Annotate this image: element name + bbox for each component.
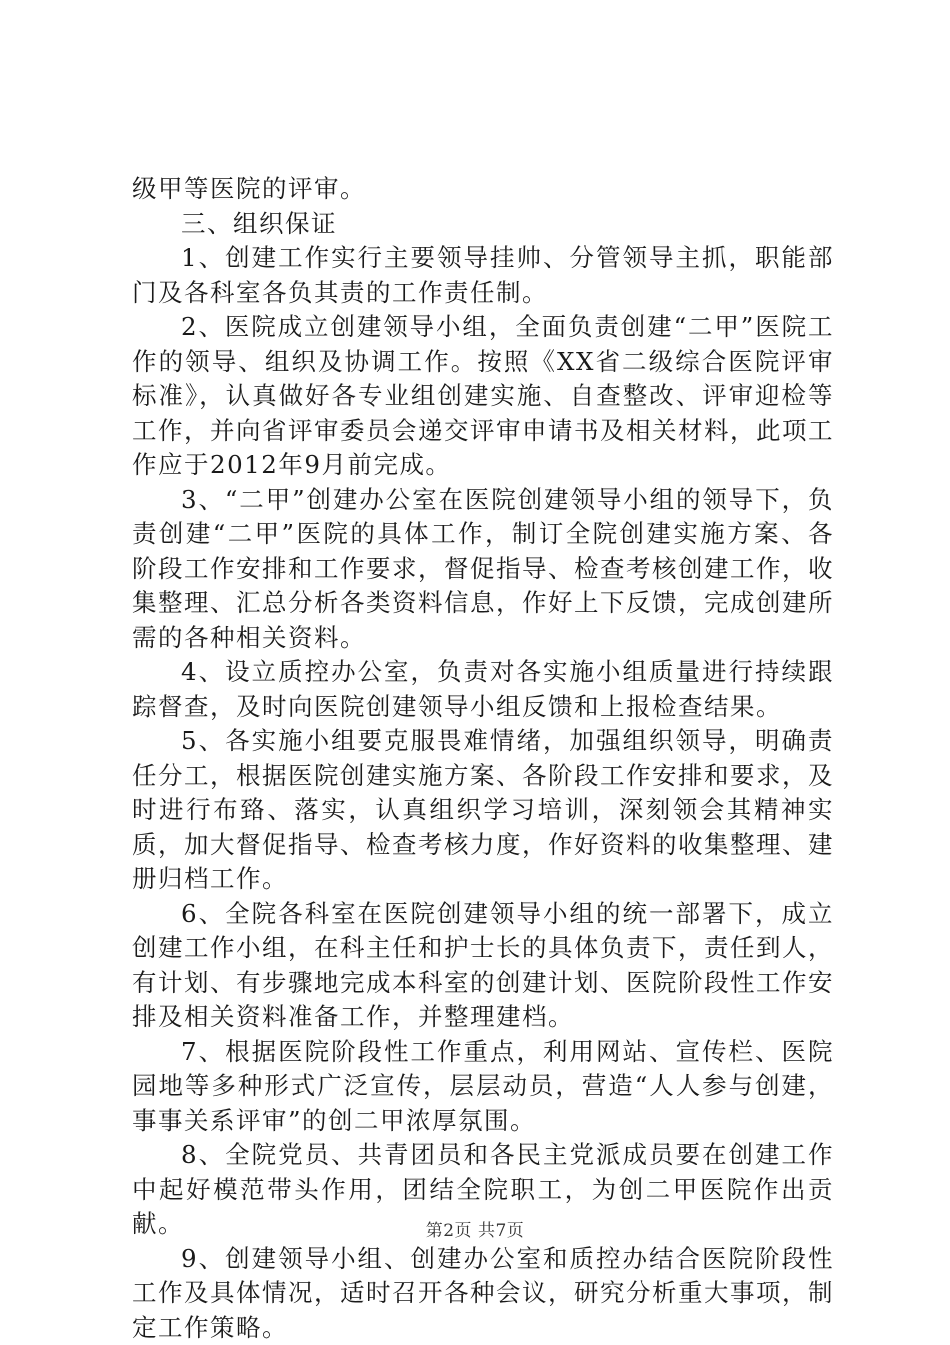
paragraph-item-6: 6、全院各科室在医院创建领导小组的统一部署下，成立创建工作小组，在科主任和护士长的具体负责下，责任到人，有计划、有步骤地完成本科室的创建计划、医院阶段性工作安排及相关资料准备工作，并整理建档。 [132,897,834,1035]
paragraph-item-9: 9、创建领导小组、创建办公室和质控办结合医院阶段性工作及具体情况，适时召开各种会议，研究分析重大事项，制定工作策略。 [132,1242,834,1345]
section-heading: 三、组织保证 [132,207,834,242]
paragraph-item-4: 4、设立质控办公室，负责对各实施小组质量进行持续跟踪督查，及时向医院创建领导小组反馈和上报检查结果。 [132,655,834,724]
page-number-footer: 第2页 共7页 [0,1216,950,1241]
paragraph-item-8: 8、全院党员、共青团员和各民主党派成员要在创建工作中起好模范带头作用，团结全院职工，为创二甲医院作出贡献。 [132,1138,834,1242]
paragraph-item-3: 3、“二甲”创建办公室在医院创建领导小组的领导下，负责创建“二甲”医院的具体工作，制订全院创建实施方案、各阶段工作安排和工作要求，督促指导、检查考核创建工作，收集整理、汇总分析各类资料信息，作好上下反馈，完成创建所需的各种相关资料。 [132,483,834,656]
paragraph-item-7: 7、根据医院阶段性工作重点，利用网站、宣传栏、医院园地等多种形式广泛宣传，层层动员，营造“人人参与创建，事事关系评审”的创二甲浓厚氛围。 [132,1035,834,1139]
paragraph-item-5: 5、各实施小组要克服畏难情绪，加强组织领导，明确责任分工，根据医院创建实施方案、各阶段工作安排和要求，及时进行布臵、落实，认真组织学习培训，深刻领会其精神实质，加大督促指导、检查考核力度，作好资料的收集整理、建册归档工作。 [132,724,834,897]
paragraph-continuation: 级甲等医院的评审。 [132,172,834,207]
paragraph-item-2: 2、医院成立创建领导小组，全面负责创建“二甲”医院工作的领导、组织及协调工作。按照《XX省二级综合医院评审标准》，认真做好各专业组创建实施、自查整改、评审迎检等工作，并向省评审委员会递交评审申请书及相关材料，此项工作应于2012年9月前完成。 [132,310,834,483]
paragraph-item-1: 1、创建工作实行主要领导挂帅、分管领导主抓，职能部门及各科室各负其责的工作责任制。 [132,241,834,310]
document-body [132,172,834,1345]
